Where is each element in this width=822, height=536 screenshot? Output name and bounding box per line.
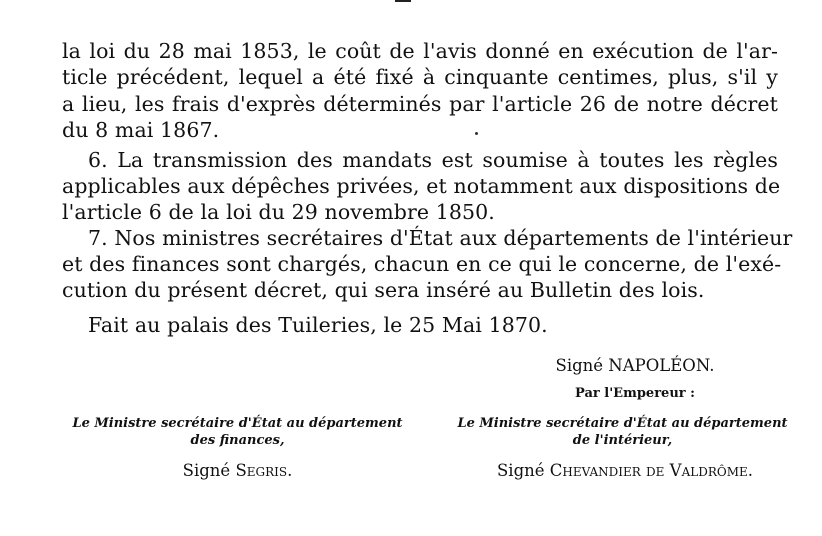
left-minister-signature bbox=[60, 461, 415, 480]
article-6-line-3: l'article 6 de la loi du 29 novembre 1850. bbox=[62, 200, 495, 224]
place-date-line: Fait au palais des Tuileries, le 25 Mai 1870. bbox=[88, 313, 548, 337]
left-signed-name: Segris. bbox=[235, 461, 293, 480]
text-line-4: du 8 mai 1867. bbox=[62, 118, 220, 142]
text-line-2: ticle précédent, lequel a été fixé à cinquante centimes, plus, s'il y bbox=[62, 65, 778, 89]
par-empereur-label: Par l'Empereur : bbox=[575, 386, 695, 401]
page-top-mark bbox=[395, 0, 411, 2]
text-line-1: la loi du 28 mai 1853, le coût de l'avis donné en exécution de l'ar- bbox=[62, 39, 778, 63]
right-minister-title-line-1: Le Ministre secrétaire d'État au département bbox=[457, 416, 788, 431]
right-signed-name: Chevandier de Valdrôme. bbox=[549, 461, 753, 480]
text-line-3: a lieu, les frais d'exprès déterminés par l'article 26 de notre décret bbox=[62, 92, 778, 116]
right-signed-prefix: Signé bbox=[496, 461, 550, 480]
article-6-line-2: applicables aux dépêches privées, et notamment aux dispositions de bbox=[62, 174, 781, 198]
left-minister-title-line-1: Le Ministre secrétaire d'État au département bbox=[72, 416, 403, 431]
article-6-line-1: 6. La transmission des mandats est soumise à toutes les règles bbox=[88, 148, 778, 172]
emperor-signature: Signé NAPOLÉON. bbox=[555, 356, 715, 375]
right-minister-signature bbox=[440, 461, 810, 480]
right-minister-title-line-2: de l'intérieur, bbox=[572, 433, 673, 448]
ink-speck bbox=[475, 132, 478, 135]
article-7-line-1: 7. Nos ministres secrétaires d'État aux départements de l'intérieur bbox=[88, 226, 793, 250]
left-minister-title-line-2: des finances, bbox=[190, 433, 285, 448]
left-signed-prefix: Signé bbox=[182, 461, 236, 480]
article-7-line-2: et des finances sont chargés, chacun en ce qui le concerne, de l'exé- bbox=[62, 252, 782, 276]
article-7-line-3: cution du présent décret, qui sera inséré au Bulletin des lois. bbox=[62, 278, 705, 302]
